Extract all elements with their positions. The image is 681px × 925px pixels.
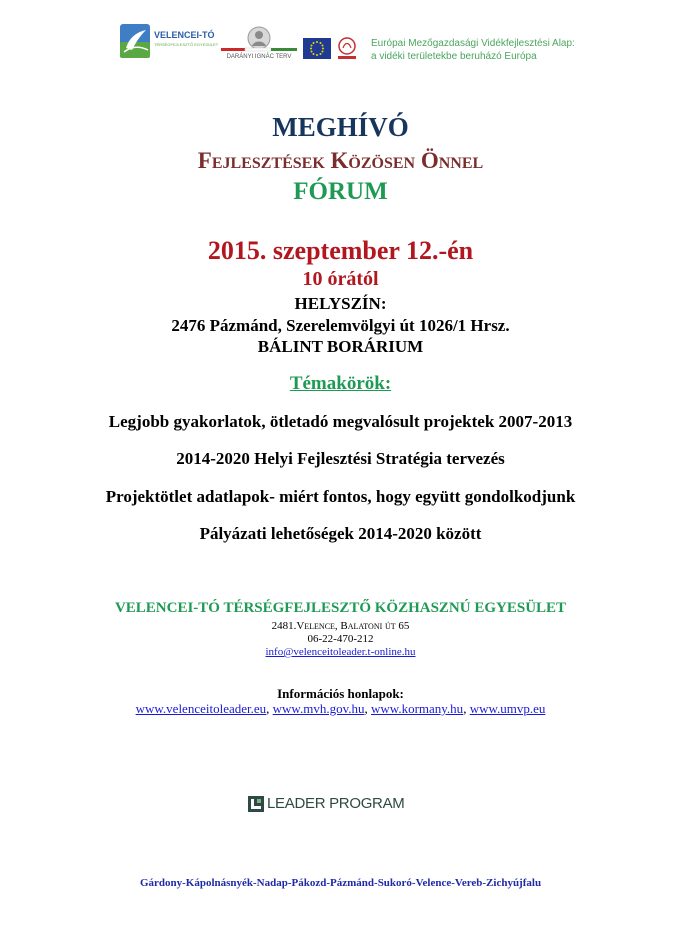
event-time: 10 órától	[302, 268, 379, 290]
invitation-subtitle: Fejlesztések Közösen Önnel	[197, 148, 484, 173]
leader-program-logo	[248, 794, 438, 816]
topic-item: Pályázati lehetőségek 2014-2020 között	[199, 524, 482, 543]
eu-flag-icon	[303, 38, 331, 59]
velence-logo	[120, 24, 219, 60]
organization-email-link[interactable]: info@velenceitoleader.t-online.hu	[265, 646, 416, 658]
link-kormany[interactable]: www.kormany.hu	[371, 701, 464, 716]
link-separator: ,	[266, 701, 273, 716]
eu-fund-line2: a vidéki területekbe beruházó Európa	[371, 51, 537, 62]
organization-phone: 06-22-470-212	[307, 633, 374, 645]
event-venue: BÁLINT BORÁRIUM	[257, 337, 424, 356]
invitation-title: MEGHÍVÓ	[272, 112, 409, 142]
velence-logo-title: VELENCEI-TÓ	[154, 30, 215, 40]
event-address: 2476 Pázmánd, Szerelemvölgyi út 1026/1 Hrsz.	[171, 316, 510, 335]
topics-heading: Témakörök:	[289, 373, 392, 394]
organization-email-row	[0, 646, 681, 658]
link-mvh[interactable]: www.mvh.gov.hu	[272, 701, 365, 716]
eafrd-emblem-icon	[336, 36, 358, 60]
link-umvp[interactable]: www.umvp.eu	[469, 701, 546, 716]
info-links	[0, 701, 681, 717]
location-label: HELYSZÍN:	[294, 294, 387, 313]
organization-name: VELENCEI-TÓ TÉRSÉGFEJLESZTŐ KÖZHASZNÚ EGYESÜLET	[114, 600, 567, 616]
organization-address: 2481.Velence, Balatoni út 65	[271, 620, 410, 632]
velence-logo-subtitle: TÉRSÉGFEJLESZTŐ EGYESÜLET	[154, 42, 219, 47]
topic-item: Legjobb gyakorlatok, ötletadó megvalósult projektek 2007-2013	[108, 412, 573, 431]
topic-item: Projektötlet adatlapok- miért fontos, hogy együtt gondolkodjunk	[105, 487, 576, 506]
leader-program-label: LEADER PROGRAM	[267, 795, 405, 812]
forum-title: FÓRUM	[293, 178, 388, 205]
footer-settlements: Gárdony-Kápolnásnyék-Nadap-Pákozd-Pázmánd-Sukoró-Velence-Vereb-Zichyújfalu	[139, 877, 542, 889]
event-date: 2015. szeptember 12.-én	[207, 236, 474, 265]
link-separator: ,	[364, 701, 371, 716]
daranyi-ignac-terv-logo	[219, 26, 299, 64]
daranyi-logo-label: DARÁNYI IGNÁC TERV	[226, 54, 292, 60]
link-separator: ,	[463, 701, 470, 716]
eu-fund-line1: Európai Mezőgazdasági Vidékfejlesztési Alap:	[371, 38, 575, 49]
eu-fund-text	[371, 37, 575, 63]
leader-mark-icon	[248, 796, 264, 812]
info-heading: Információs honlapok:	[277, 686, 404, 701]
link-velenceitoleader[interactable]: www.velenceitoleader.eu	[135, 701, 267, 716]
topic-item: 2014-2020 Helyi Fejlesztési Stratégia tervezés	[176, 449, 505, 468]
